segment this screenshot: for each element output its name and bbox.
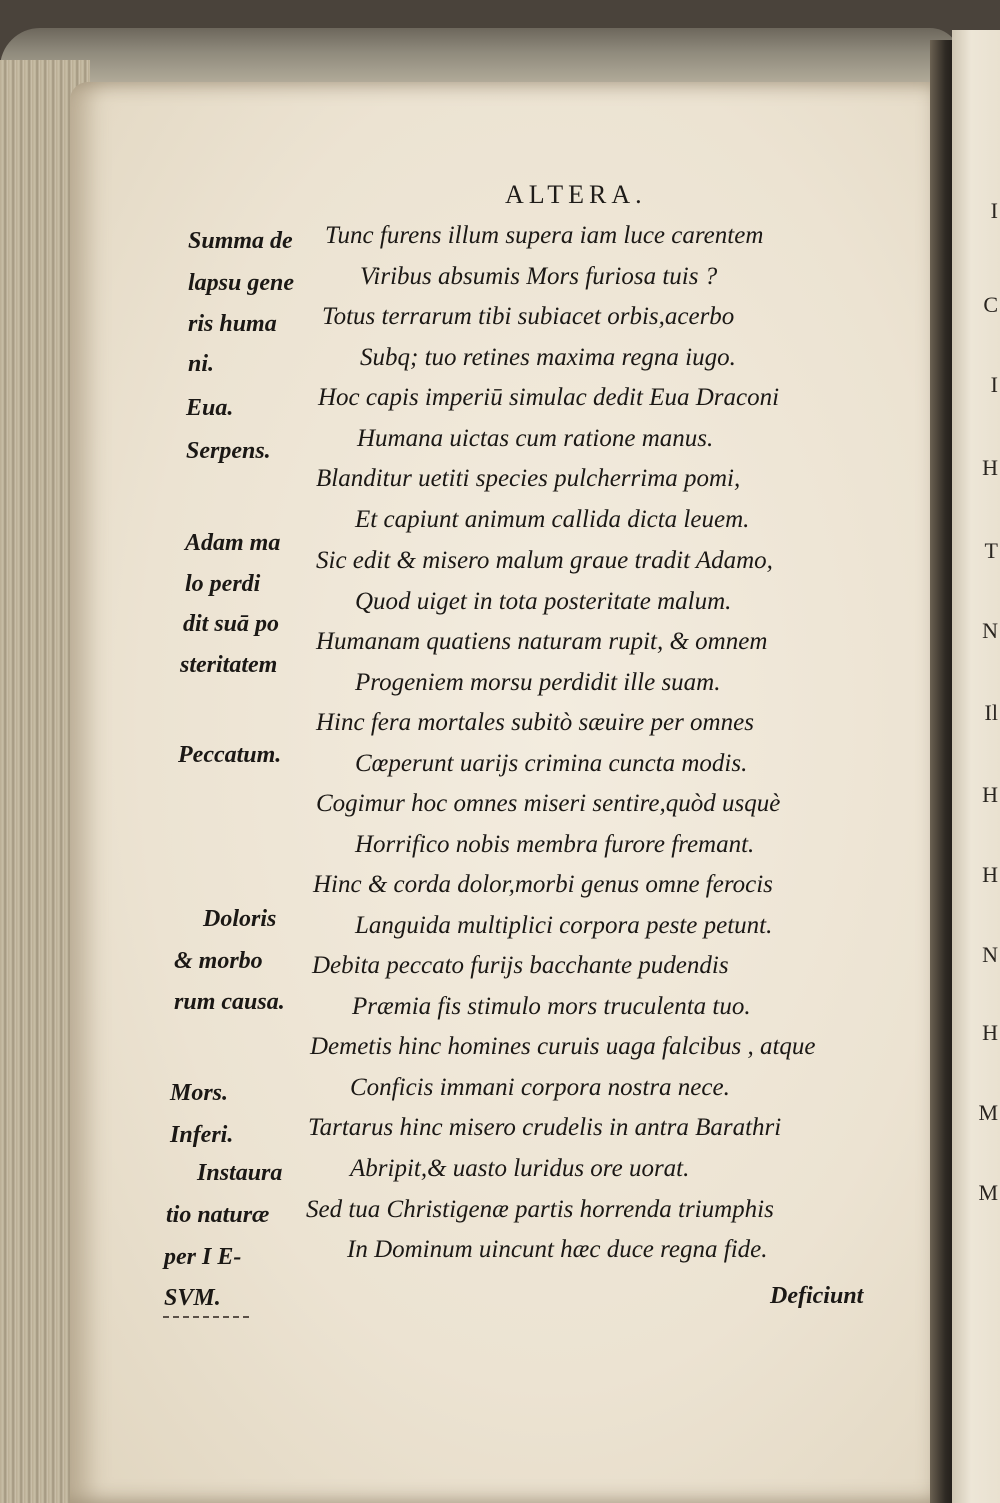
verse-line: In Dominum uincunt hæc duce regna fide.: [347, 1236, 768, 1263]
margin-note: Inferi.: [170, 1122, 234, 1148]
running-head: ALTERA.: [505, 180, 647, 209]
facing-page-letter: M: [978, 1100, 998, 1125]
margin-note: dit suā po: [183, 611, 280, 637]
facing-page-letter: Il: [984, 700, 998, 725]
margin-note: per I E-: [164, 1244, 242, 1270]
verse-line: Cœperunt uarijs crimina cuncta modis.: [355, 750, 748, 777]
verse-line: Progeniem morsu perdidit ille suam.: [355, 669, 721, 696]
margin-note: Serpens.: [186, 438, 271, 464]
verse-line: Præmia fis stimulo mors truculenta tuo.: [352, 993, 751, 1020]
facing-page-letter: H: [982, 862, 998, 887]
margin-note: Eua.: [186, 395, 234, 421]
verse-line: Horrifico nobis membra furore fremant.: [355, 831, 755, 858]
verse-line: Totus terrarum tibi subiacet orbis,acerbo: [322, 303, 735, 330]
verse-line: Humanam quatiens naturam rupit, & omnem: [316, 628, 768, 655]
facing-page-letter: H: [982, 1020, 998, 1045]
margin-note: lapsu gene: [188, 270, 295, 296]
verse-line: Abripit,& uasto luridus ore uorat.: [350, 1155, 690, 1182]
margin-note: lo perdi: [185, 571, 261, 597]
facing-page-letter: N: [982, 618, 998, 643]
margin-note: ris huma: [188, 311, 277, 337]
verse-line: Cogimur hoc omnes miseri sentire,quòd usquè: [316, 790, 781, 817]
verse-line: Subq; tuo retines maxima regna iugo.: [360, 344, 736, 371]
facing-page-letter: C: [983, 292, 998, 317]
verse-line: Humana uictas cum ratione manus.: [357, 425, 714, 452]
verse-line: Debita peccato furijs bacchante pudendis: [312, 952, 729, 979]
facing-page-letter: H: [982, 455, 998, 480]
verse-line: Sed tua Christigenæ partis horrenda triumphis: [306, 1196, 774, 1223]
margin-note: rum causa.: [174, 989, 285, 1015]
facing-page-letter: M: [978, 1180, 998, 1205]
margin-underline: [163, 1316, 249, 1318]
margin-note: Summa de: [188, 228, 293, 254]
catchword: Deficiunt: [770, 1283, 864, 1309]
facing-page-letter: T: [984, 538, 998, 563]
margin-note: tio naturæ: [166, 1202, 270, 1228]
book-top-edge: [0, 28, 960, 88]
verse-line: Viribus absumis Mors furiosa tuis ?: [360, 263, 718, 290]
verse-line: Hoc capis imperiū simulac dedit Eua Draconi: [318, 384, 780, 411]
facing-page-letter: N: [982, 942, 998, 967]
verse-line: Et capiunt animum callida dicta leuem.: [355, 506, 750, 533]
margin-note: & morbo: [174, 948, 263, 974]
verse-line: Languida multiplici corpora peste petunt.: [355, 912, 773, 939]
margin-note: SVM.: [164, 1285, 221, 1311]
verse-line: Tunc furens illum supera iam luce carentem: [325, 222, 764, 249]
facing-page-letter: I: [990, 198, 998, 223]
margin-note: steritatem: [180, 652, 278, 678]
verse-line: Demetis hinc homines curuis uaga falcibus , atque: [310, 1033, 816, 1060]
verse-line: Sic edit & misero malum graue tradit Adamo,: [316, 547, 773, 574]
margin-note: Peccatum.: [178, 742, 282, 768]
margin-note: Instaura: [197, 1160, 283, 1186]
verse-line: Hinc & corda dolor,morbi genus omne ferocis: [313, 871, 773, 898]
facing-page-letter: I: [990, 372, 998, 397]
verse-line: Quod uiget in tota posteritate malum.: [355, 588, 732, 615]
verse-line: Hinc fera mortales subitò sæuire per omnes: [316, 709, 754, 736]
margin-note: ni.: [188, 351, 215, 377]
facing-page-letter: H: [982, 782, 998, 807]
margin-note: Doloris: [203, 906, 277, 932]
verse-line: Conficis immani corpora nostra nece.: [350, 1074, 730, 1101]
verse-line: Tartarus hinc misero crudelis in antra Barathri: [308, 1114, 782, 1141]
margin-note: Mors.: [170, 1080, 229, 1106]
verse-line: Blanditur uetiti species pulcherrima pomi,: [316, 465, 741, 492]
facing-page-edge: [952, 30, 1000, 1503]
margin-note: Adam ma: [185, 530, 281, 556]
